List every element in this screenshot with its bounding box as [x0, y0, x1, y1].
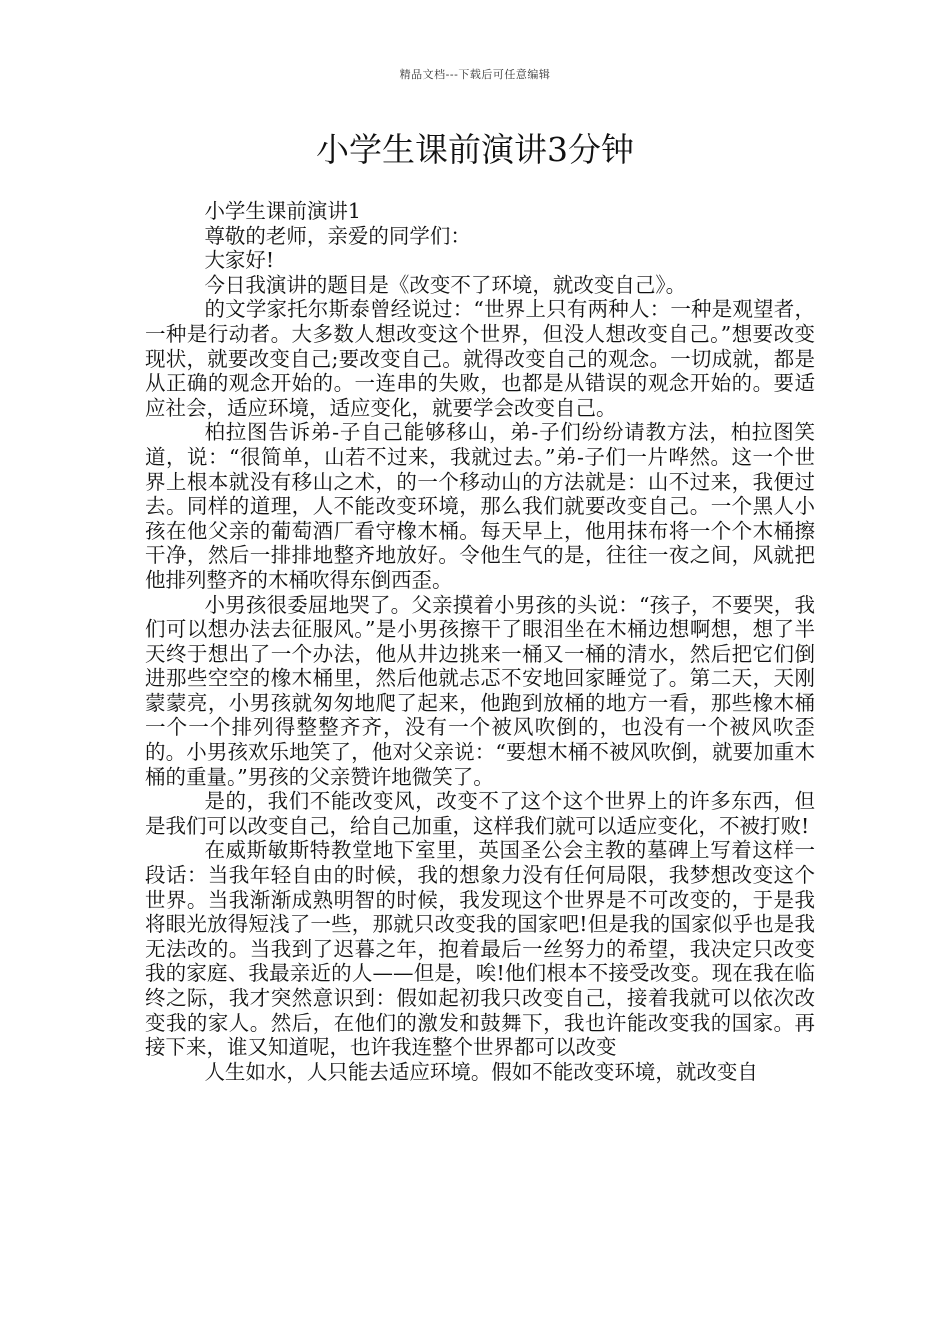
paragraph-greeting: 尊敬的老师，亲爱的同学们：: [204, 223, 471, 248]
paragraph-life-like-water: 人生如水，人只能去适应环境。假如不能改变环境，就改变自: [204, 1059, 758, 1084]
paragraph-subtitle: 小学生课前演讲1: [204, 199, 361, 223]
document-title: 小学生课前演讲3分钟: [316, 130, 634, 169]
header-note: 精品文档---下载后可任意编辑: [399, 68, 551, 81]
paragraph-plato: 柏拉图告诉弟-子自己能够移山，弟-子们纷纷请教方法，柏拉图笑道，说：“很简单，山若不过来，我就过去。”弟-子们一片哗然。这一个世界上根本就没有移山之术，的一个移动山的方法就是：山不过来，我便过去。同样的道理，人不能改变环境，那么我们就要改变自己。一个黑人小孩在他父亲的葡萄酒厂看守橡木桶。每天早上，他用抹布将一个个木桶擦干净，然后一排排地整齐地放好。令他生气的是，往往一夜之间，风就把他排列整齐的木桶吹得东倒西歪。: [145, 420, 815, 592]
paragraph-topic: 今日我演讲的题目是《改变不了环境，就改变自己》。: [204, 272, 687, 297]
document-body: [145, 199, 815, 1084]
paragraph-tolstoy: 的文学家托尔斯泰曾经说过：“世界上只有两种人：一种是观望者，一种是行动者。大多数人想改变这个世界，但没人想改变自己。”想要改变现状，就要改变自己;要改变自己。就得改变自己的观念。一切成就，都是从正确的观念开始的。一连串的失败，也都是从错误的观念开始的。要适应社会，适应环境，适应变化，就要学会改变自己。: [145, 297, 815, 420]
paragraph-conclusion: 是的，我们不能改变风，改变不了这个这个世界上的许多东西，但是我们可以改变自己，给自己加重，这样我们就可以适应变化，不被打败!: [145, 789, 815, 838]
paragraph-westminster: 在威斯敏斯特教堂地下室里，英国圣公会主教的墓碑上写着这样一段话：当我年轻自由的时候，我的想象力没有任何局限，我梦想改变这个世界。当我渐渐成熟明智的时候，我发现这个世界是不可改变的，于是我将眼光放得短浅了一些，那就只改变我的国家吧!但是我的国家似乎也是我无法改的。当我到了迟暮之年，抱着最后一丝努力的希望，我决定只改变我的家庭、我最亲近的人——但是，唉!他们根本不接受改变。现在我在临终之际，我才突然意识到：假如起初我只改变自己，接着我就可以依次改变我的家人。然后，在他们的激发和鼓舞下，我也许能改变我的国家。再接下来，谁又知道呢，也许我连整个世界都可以改变: [145, 838, 815, 1060]
paragraph-boy: 小男孩很委屈地哭了。父亲摸着小男孩的头说：“孩子，不要哭，我们可以想办法去征服风。”是小男孩擦干了眼泪坐在木桶边想啊想，想了半天终于想出了一个办法，他从井边挑来一桶又一桶的清水，然后把它们倒进那些空空的橡木桶里，然后他就忐忑不安地回家睡觉了。第二天，天刚蒙蒙亮，小男孩就匆匆地爬了起来，他跑到放桶的地方一看，那些橡木桶一个一个排列得整整齐齐，没有一个被风吹倒的，也没有一个被风吹歪的。小男孩欢乐地笑了，他对父亲说：“要想木桶不被风吹倒，就要加重木桶的重量。”男孩的父亲赞许地微笑了。: [145, 592, 815, 789]
paragraph-hello: 大家好!: [204, 248, 275, 273]
